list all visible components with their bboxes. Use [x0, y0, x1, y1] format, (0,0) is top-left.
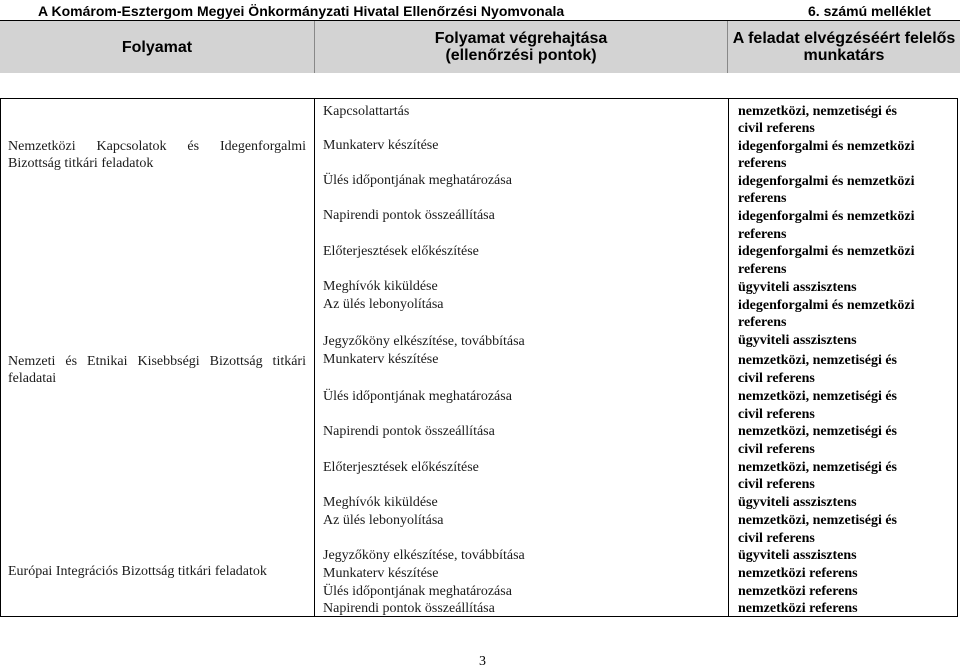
responsible-item: civil referens: [738, 407, 815, 422]
step-item: Ülés időpontjának meghatározása: [323, 173, 512, 188]
responsible-item: nemzetközi referens: [738, 566, 858, 581]
step-item: Meghívók kiküldése: [323, 279, 438, 294]
responsible-item: idegenforgalmi és nemzetközi: [738, 244, 915, 259]
column-header-responsible-line1: A feladat elvégzéséért felelős: [732, 30, 956, 47]
column-header-execution-line1: Folyamat végrehajtása: [434, 30, 608, 47]
responsible-item: ügyviteli asszisztens: [738, 333, 857, 348]
responsible-item: ügyviteli asszisztens: [738, 280, 857, 295]
responsible-item: idegenforgalmi és nemzetközi: [738, 139, 915, 154]
responsible-item: civil referens: [738, 371, 815, 386]
column-header-responsible: [728, 21, 960, 73]
step-item: Napirendi pontok összeállítása: [323, 208, 495, 223]
responsible-item: nemzetközi referens: [738, 601, 858, 616]
step-item: Az ülés lebonyolítása: [323, 513, 444, 528]
section-minority-committee: Nemzeti és Etnikai Kisebbségi Bizottság titkári feladatai: [8, 354, 306, 386]
column-header-responsible-line2: munkatárs: [803, 47, 885, 64]
step-item: Munkaterv készítése: [323, 352, 439, 367]
section-international-committee: Nemzetközi Kapcsolatok és Idegenforgalmi Bizottság titkári feladatok: [8, 139, 306, 171]
step-item: Ülés időpontjának meghatározása: [323, 389, 512, 404]
responsible-item: nemzetközi, nemzetiségi és: [738, 513, 897, 528]
column-header-execution: [315, 21, 728, 73]
step-item: Az ülés lebonyolítása: [323, 297, 444, 312]
responsible-item: nemzetközi, nemzetiségi és: [738, 424, 897, 439]
step-item: Előterjesztések előkészítése: [323, 244, 479, 259]
step-item: Meghívók kiküldése: [323, 495, 438, 510]
step-item: Ülés időpontjának meghatározása: [323, 584, 512, 599]
step-item: Jegyzőköny elkészítése, továbbítása: [323, 334, 525, 349]
responsible-item: referens: [738, 156, 787, 171]
step-item: Kapcsolattartás: [323, 104, 410, 119]
step-item: Napirendi pontok összeállítása: [323, 424, 495, 439]
responsible-item: idegenforgalmi és nemzetközi: [738, 298, 915, 313]
step-item: Jegyzőköny elkészítése, továbbítása: [323, 548, 525, 563]
step-item: Előterjesztések előkészítése: [323, 460, 479, 475]
responsible-item: referens: [738, 227, 787, 242]
responsible-item: nemzetközi, nemzetiségi és: [738, 104, 897, 119]
responsible-item: nemzetközi, nemzetiségi és: [738, 389, 897, 404]
responsible-item: referens: [738, 191, 787, 206]
step-item: Munkaterv készítése: [323, 566, 439, 581]
responsible-item: civil referens: [738, 121, 815, 136]
responsible-item: civil referens: [738, 531, 815, 546]
annex-label: 6. számú melléklet: [808, 3, 931, 19]
responsible-item: civil referens: [738, 442, 815, 457]
responsible-item: idegenforgalmi és nemzetközi: [738, 209, 915, 224]
responsible-item: nemzetközi, nemzetiségi és: [738, 460, 897, 475]
responsible-item: ügyviteli asszisztens: [738, 548, 857, 563]
responsible-item: nemzetközi, nemzetiségi és: [738, 353, 897, 368]
page-number: 3: [479, 654, 486, 669]
responsible-item: nemzetközi referens: [738, 584, 858, 599]
responsible-item: ügyviteli asszisztens: [738, 495, 857, 510]
responsible-item: referens: [738, 315, 787, 330]
responsible-item: idegenforgalmi és nemzetközi: [738, 174, 915, 189]
column-header-execution-line2: (ellenőrzési pontok): [445, 47, 597, 64]
document-title: A Komárom-Esztergom Megyei Önkormányzati Hivatal Ellenőrzési Nyomvonala: [38, 3, 565, 19]
column-divider: [314, 98, 315, 617]
step-item: Napirendi pontok összeállítása: [323, 601, 495, 616]
responsible-item: referens: [738, 262, 787, 277]
document-header: [0, 1, 960, 21]
section-eu-integration-committee: Európai Integrációs Bizottság titkári feladatok: [8, 564, 267, 579]
responsible-item: civil referens: [738, 477, 815, 492]
step-item: Munkaterv készítése: [323, 138, 439, 153]
column-divider: [728, 98, 729, 617]
column-header-process: Folyamat: [0, 21, 315, 73]
